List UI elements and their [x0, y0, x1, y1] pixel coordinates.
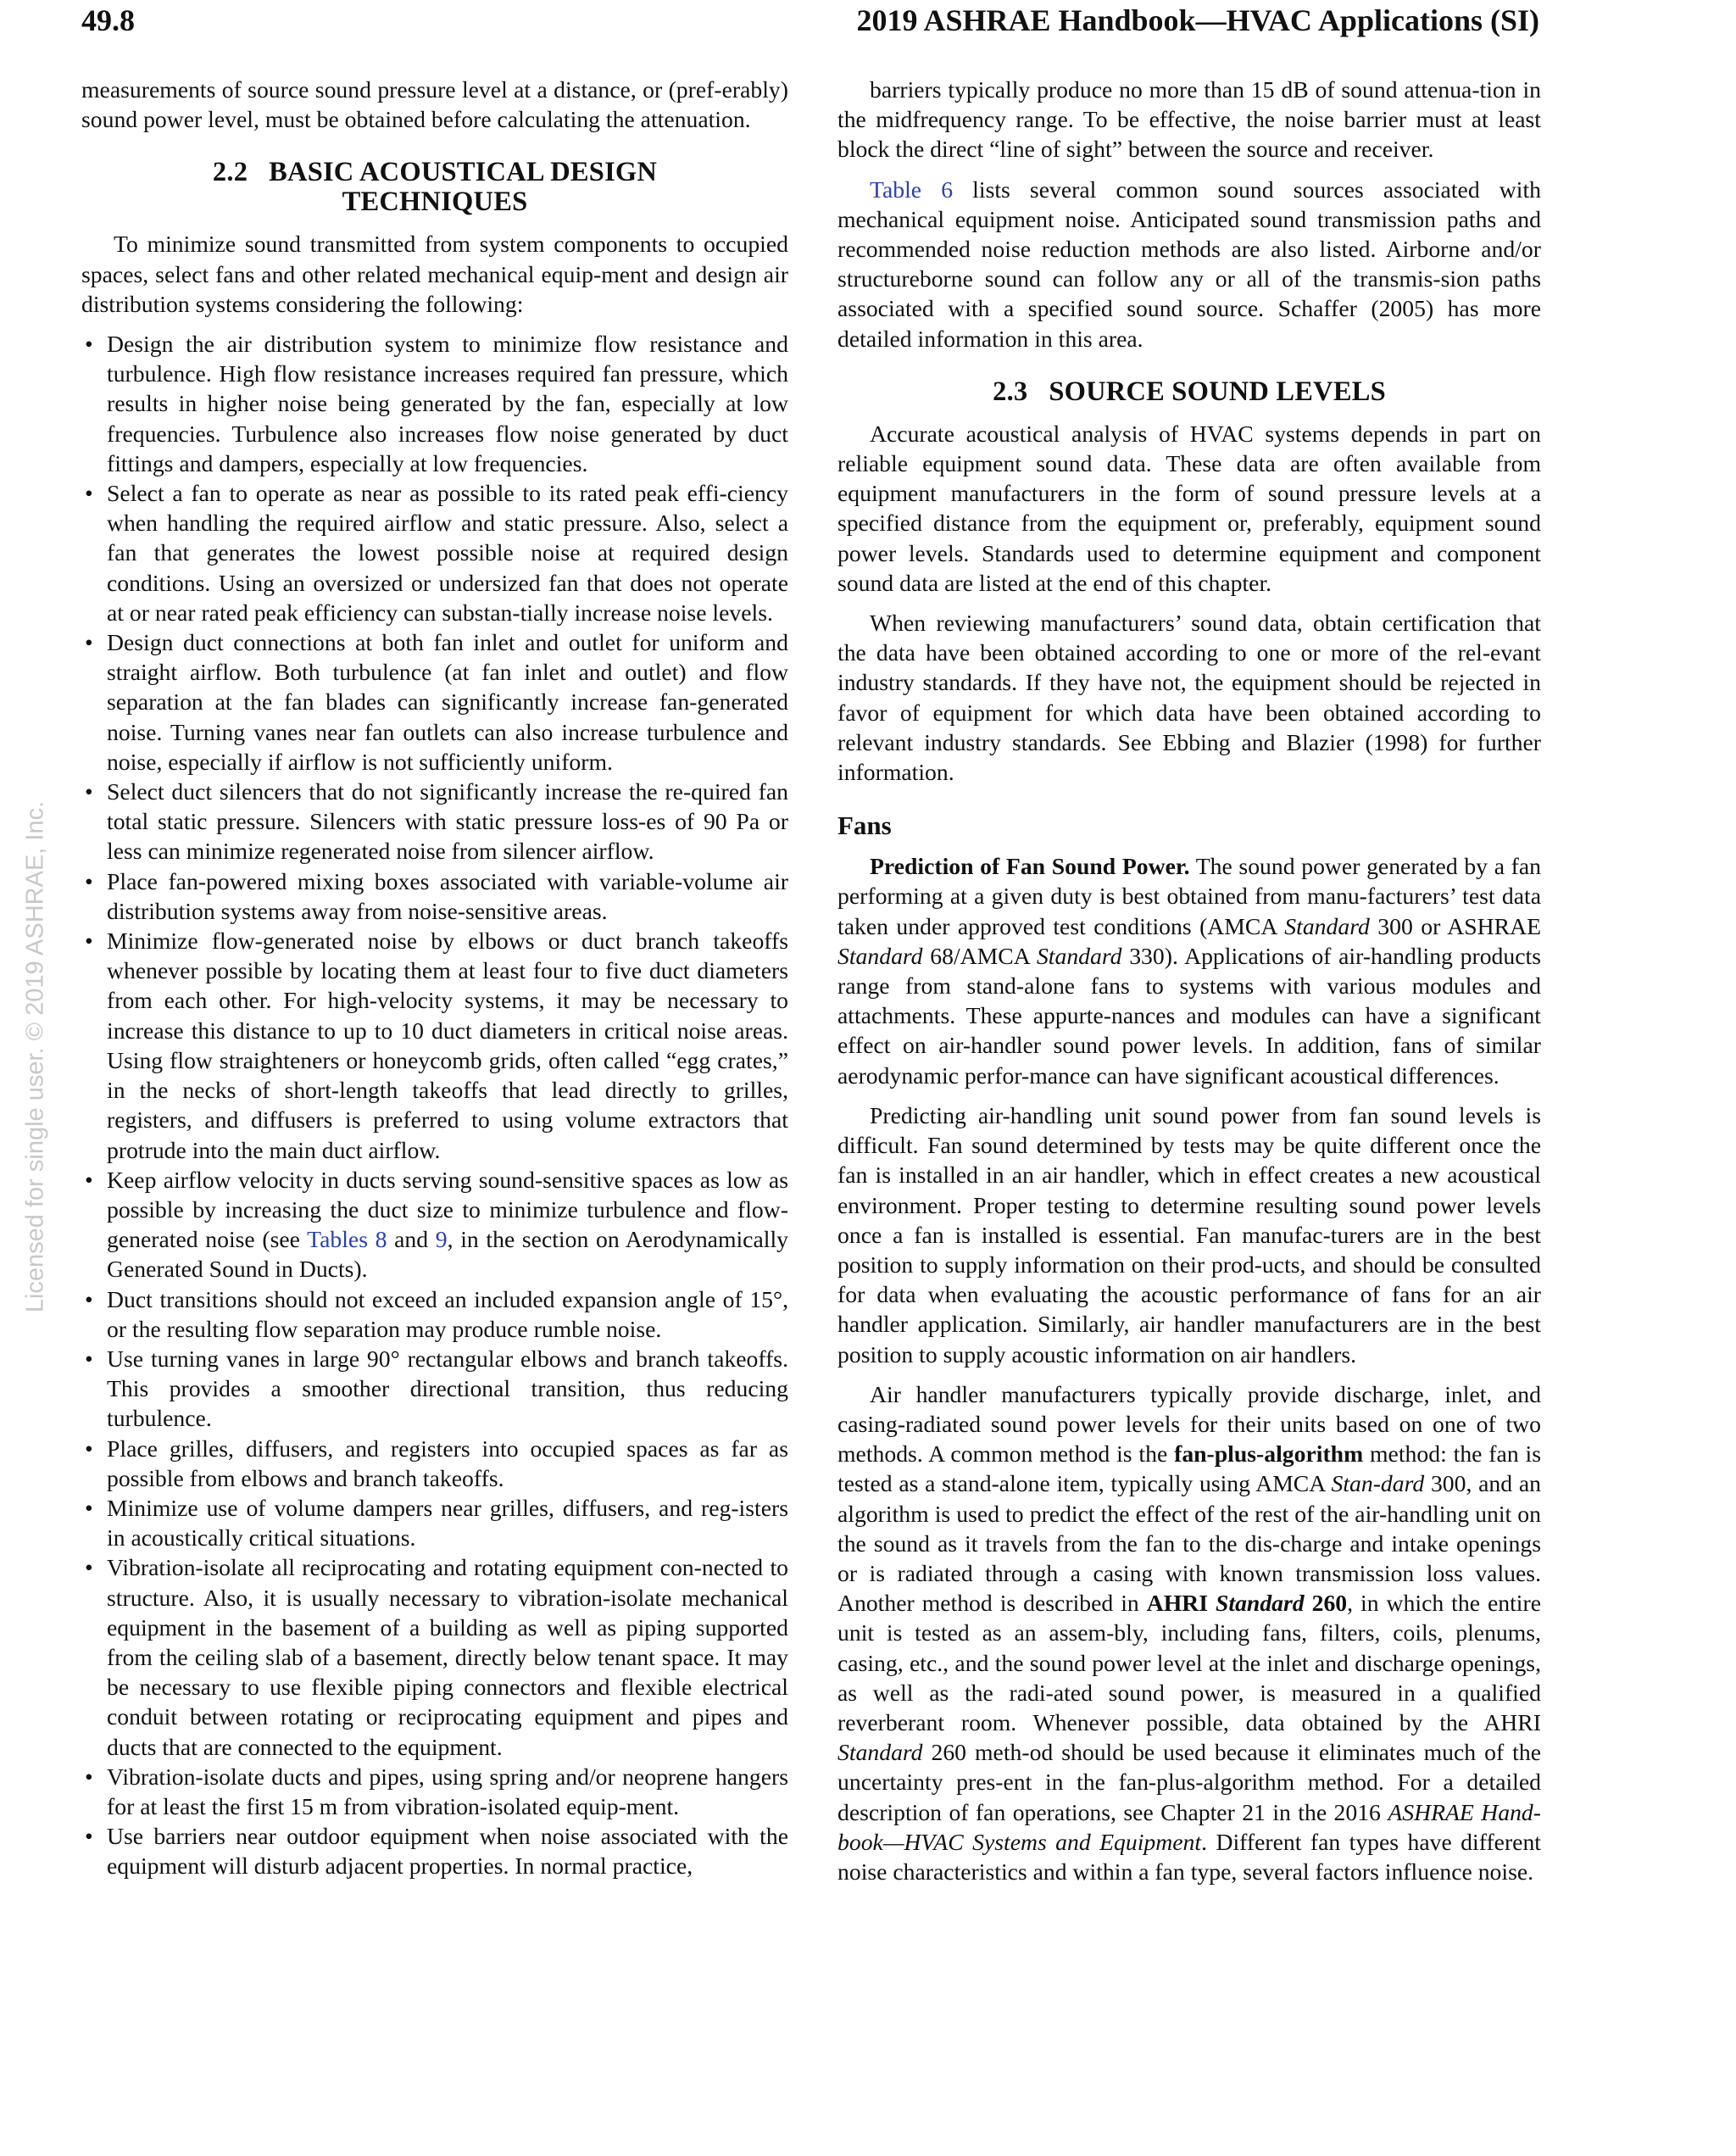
bullet-text: and: [387, 1226, 436, 1253]
italic-text: Stan-dard: [1331, 1470, 1425, 1497]
list-item: • Minimize flow-generated noise by elbows or duct branch takeoffs whenever possible by locating them at least four to five duct diameters from each other. For high-velocity systems, it may be necessary to increase this distance to up to 10 duct diameters in critical noise areas. Using flow straighteners or honeycomb grids, often called “egg crates,” in the necks of short-length takeoffs that lead directly to grilles, registers, and diffusers is preferred to using volume extractors that protrude into the main duct airflow.: [81, 926, 788, 1165]
list-item: • Use barriers near outdoor equipment when noise associated with the equipment will disturb adjacent properties. In normal practice,: [81, 1821, 788, 1880]
paragraph-text: The sound power generated by a fan performing at a given duty is best obtained from manu-facturers’ test data taken under approved test conditions (AMCA: [837, 853, 1541, 939]
section-number: 2.2: [212, 157, 248, 188]
tables-8-link[interactable]: Tables 8: [307, 1226, 387, 1253]
list-item: • Place fan-powered mixing boxes associated with variable-volume air distribution systems away from noise-sensitive areas.: [81, 866, 788, 926]
list-item: • Vibration-isolate all reciprocating and rotating equipment con-nected to structure. Also, it is usually necessary to vibration-isolate mechanical equipment in the basement of a building as well as piping supported from the ceiling slab of a basement, directly below tenant space. It may be necessary to use flexible piping connectors and flexible electrical conduit between rotating or reciprocating equipment and pipes and ducts that are connected to the equipment.: [81, 1552, 788, 1761]
accurate-analysis-paragraph: Accurate acoustical analysis of HVAC systems depends in part on reliable equipment sound data. These data are often available from equipment manufacturers in the form of sound pressure levels at a specified distance from the equipment or, preferably, equipment sound power levels. Standards used to determine equipment and component sound data are listed at the end of this chapter.: [837, 420, 1541, 596]
fans-heading: Fans: [837, 811, 892, 841]
page-number: 49.8: [81, 3, 135, 37]
paragraph-text: 300 or ASHRAE: [1369, 912, 1541, 939]
paragraph-text: . Different fan types have different noise characteristics and within a fan type, several factors influence noise.: [837, 1828, 1541, 1885]
paragraph-text: 68/AMCA: [922, 942, 1037, 969]
bullet-text: Keep airflow velocity in ducts serving sound-sensitive spaces as low as possible by increasing the duct size to minimize turbulence and flow-generated noise (see: [107, 1166, 788, 1253]
list-item: • Design the air distribution system to minimize flow resistance and turbulence. High flow resistance increases required fan pressure, which results in higher noise being generated by the fan, especially at low frequencies. Turbulence also increases flow noise generated by duct fittings and dampers, especially at low frequencies.: [81, 329, 788, 478]
right-column: [837, 75, 1541, 1886]
intro-paragraph: To minimize sound transmitted from system components to occupied spaces, select fans and other related mechanical equip-ment and design air distribution systems considering the following:: [81, 231, 788, 317]
left-column: [81, 75, 788, 1881]
paragraph-text: , in which the entire unit is tested as an assem-bly, including fans, filters, coils, plenums, casing, etc., and the sound power level at the inlet and discharge openings, as well as the radi-ated sound power, is measured in a qualified reverberant room. Whenever possible, data obtained by the AHRI: [837, 1590, 1541, 1735]
license-watermark: Licensed for single user. © 2019 ASHRAE, Inc.: [21, 800, 49, 1313]
paragraph-text: method: the fan is tested as a stand-alone item, typically using AMCA: [837, 1440, 1541, 1497]
bold-italic-text: Standard: [1216, 1590, 1305, 1617]
section-title: SOURCE SOUND LEVELS: [1049, 376, 1386, 407]
intro-continuation: measurements of source sound pressure level at a distance, or (pref-erably) sound power level, must be obtained before calculating the attenuation.: [81, 76, 788, 133]
italic-text: Standard: [1284, 912, 1370, 939]
section-heading-2-3: [837, 377, 1541, 407]
paragraph-text: lists several common sound sources associated with mechanical equipment noise. Anticipated sound transmission paths and recommended noise reduction methods are also listed. Airborne and/or structureborne sound can follow any or all of the transmis-sion paths associated with a specified sound source. Schaffer (2005) has more detailed information in this area.: [837, 175, 1542, 352]
paragraph-text: Air handler manufacturers typically provide discharge, inlet, and casing-radiated sound power levels for their units based on one of two methods. A common method is the: [837, 1380, 1541, 1468]
section-title-line1: BASIC ACOUSTICAL DESIGN: [269, 157, 658, 188]
bullet-text: , in the section on Aerodynamically Generated Sound in Ducts).: [107, 1226, 788, 1283]
section-number: 2.3: [993, 376, 1028, 407]
paragraph-text: 330). Applications of air-handling products range from stand-alone fans to systems with various modules and attachments. These appurte-nances and modules can have a significant effect on air-handler sound power levels. In addition, fans of similar aerodynamic perfor-mance can have significant acoustical differences.: [837, 942, 1541, 1089]
section-heading-2-2: [81, 158, 788, 217]
bold-term: fan-plus-algorithm: [1174, 1440, 1364, 1468]
list-item: [81, 1165, 788, 1284]
italic-text: Standard: [1036, 942, 1122, 969]
paragraph-text: 260 meth-od should be used because it eliminates much of the uncertainty pres-ent in the fan-plus-algorithm method. For a detailed description of fan operations, see Chapter 21 in the 2016: [837, 1739, 1541, 1825]
paragraph-text: 300, and an algorithm is used to predict the effect of the rest of the air-handling unit on the sound as it travels from the fan to the dis-charge and intake openings or is radiated through a casing with known transmission loss values. Another method is described in: [837, 1470, 1541, 1617]
running-title: 2019 ASHRAE Handbook—HVAC Applications (SI): [856, 3, 1539, 37]
italic-text: Standard: [837, 942, 923, 969]
table-6-paragraph: [837, 175, 1541, 354]
italic-text: Standard: [837, 1739, 923, 1766]
list-item: • Design duct connections at both fan inlet and outlet for uniform and straight airflow. Both turbulence (at fan inlet and outlet) and flow separation at the fan blades can significantly increase fan-generated noise. Turning vanes near fan outlets can also increase turbulence and noise, especially if airflow is not sufficiently uniform.: [81, 627, 788, 777]
page-header: [81, 2, 1539, 39]
bold-term: 260: [1304, 1590, 1348, 1617]
table-9-link[interactable]: 9: [435, 1226, 448, 1253]
fan-sound-power-paragraph: [837, 851, 1541, 1090]
design-guidelines-list: [81, 329, 788, 1881]
reviewing-data-paragraph: When reviewing manufacturers’ sound data, obtain certification that the data have been obtained according to one or more of the rel-evant industry standards. If they have not, the equipment should be rejected in favor of equipment for which data have been obtained according to relevant industry standards. See Ebbing and Blazier (1998) for further information.: [837, 610, 1541, 786]
runin-heading: Prediction of Fan Sound Power.: [870, 853, 1190, 880]
list-item: • Vibration-isolate ducts and pipes, using spring and/or neoprene hangers for at least the first 15 m from vibration-isolated equip-ment.: [81, 1762, 788, 1821]
air-handler-methods-paragraph: [837, 1379, 1541, 1886]
barrier-continuation: barriers typically produce no more than 15 dB of sound attenua-tion in the midfrequency range. To be effective, the noise barrier must at least block the direct “line of sight” between the source and receiver.: [837, 76, 1541, 163]
list-item: • Duct transitions should not exceed an included expansion angle of 15°, or the resulting flow separation may produce rumble noise.: [81, 1284, 788, 1344]
section-title-line2: TECHNIQUES: [342, 187, 528, 218]
list-item: • Select a fan to operate as near as possible to its rated peak effi-ciency when handling the required airflow and static pressure. Also, select a fan that generates the lowest possible noise at required design conditions. Using an oversized or undersized fan that does not operate at or near rated peak efficiency can substan-tially increase noise levels.: [81, 478, 788, 627]
bold-term: AHRI: [1146, 1590, 1216, 1617]
list-item: • Minimize use of volume dampers near grilles, diffusers, and reg-isters in acoustically critical situations.: [81, 1493, 788, 1552]
list-item: • Select duct silencers that do not significantly increase the re-quired fan total static pressure. Silencers with static pressure loss-es of 90 Pa or less can minimize regenerated noise from silencer airflow.: [81, 777, 788, 866]
table-6-link[interactable]: Table 6: [870, 175, 954, 203]
list-item: • Use turning vanes in large 90° rectangular elbows and branch takeoffs. This provides a smoother directional transition, thus reducing turbulence.: [81, 1344, 788, 1434]
predicting-ahu-paragraph: Predicting air-handling unit sound power from fan sound levels is difficult. Fan sound determined by tests may be quite different once the fan is installed in an air handler, which in effect creates a new acoustical environment. Proper testing to determine resulting sound power levels once a fan is installed is essential. Fan manufac-turers are in the best position to supply information on their prod-ucts, and should be consulted for data when evaluating the acoustic performance of fans for an air handler application. Similarly, air handler manufacturers are in the best position to supply acoustic information on air handlers.: [837, 1101, 1541, 1368]
italic-text: ASHRAE Hand-book—HVAC Systems and Equipment: [837, 1798, 1541, 1855]
list-item: • Place grilles, diffusers, and registers into occupied spaces as far as possible from elbows and branch takeoffs.: [81, 1434, 788, 1493]
